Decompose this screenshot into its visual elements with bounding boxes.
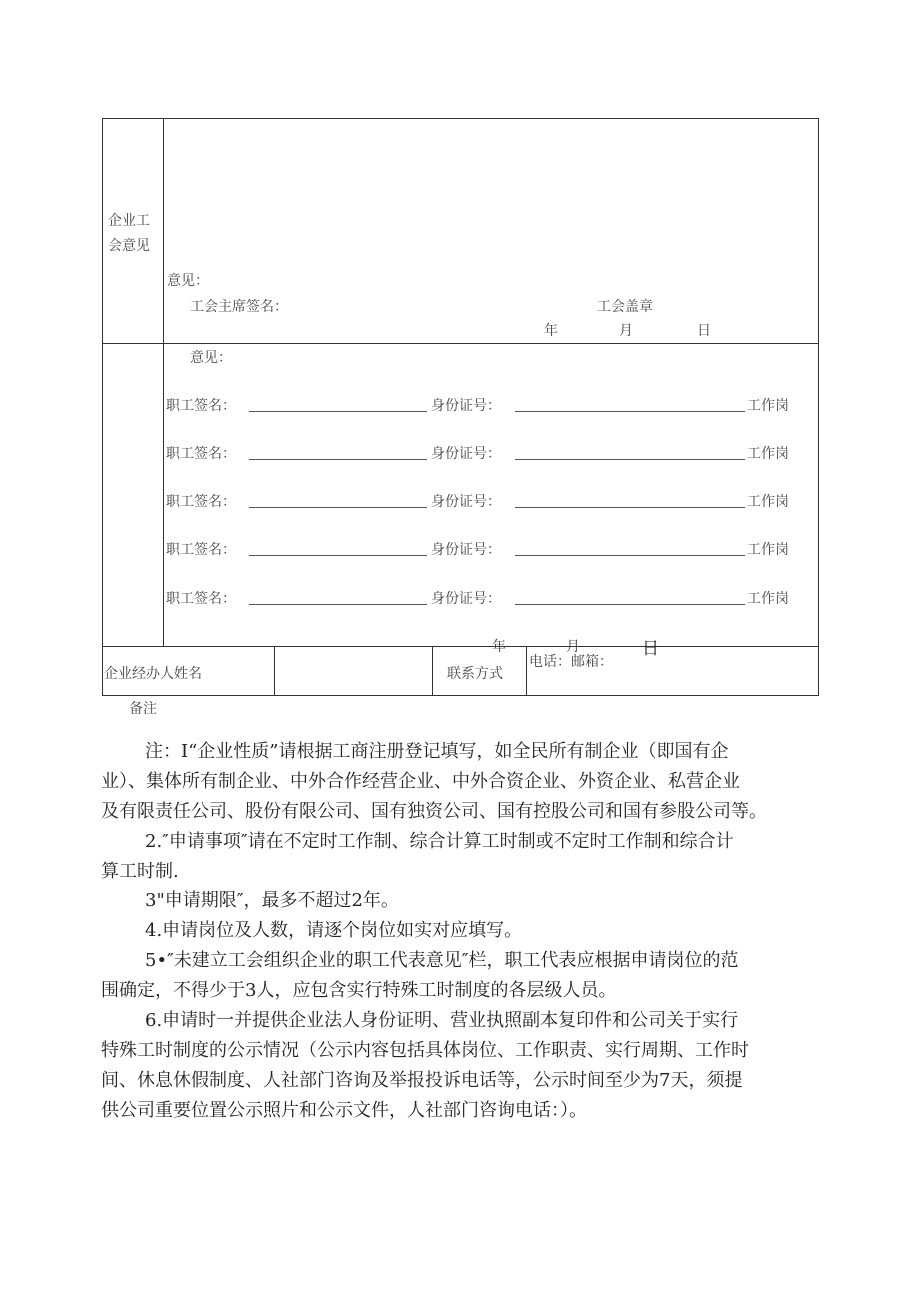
employee-id-field[interactable]	[515, 459, 745, 460]
note-1-line-2: 业）、集体所有制企业、中外合作经营企业、中外合资企业、外资企业、私营企业	[101, 771, 740, 792]
employee-post-label: 工作岗	[747, 494, 789, 510]
table-border-left	[102, 118, 103, 696]
note-1-line-3: 及有限责任公司、股份有限公司、国有独资公司、国有控股公司和国有参股公司等。	[101, 801, 767, 822]
handler-value-divider	[432, 646, 433, 696]
note-6-line-4: 供公司重要位置公示照片和公示文件，人社部门咨询电话：）。	[101, 1100, 587, 1121]
employee-id-label: 身份证号：	[431, 446, 501, 462]
note-6-line-2: 特殊工时制度的公示情况（公示内容包括具体岗位、工作职责、实行周期、工作时	[101, 1040, 749, 1061]
note-1-line-1: 注：I“企业性质”请根据工商注册登记填写，如全民所有制企业（即国有企	[145, 741, 729, 762]
employee-sign-field[interactable]	[249, 507, 427, 508]
note-5-line-1: 5•″未建立工会组织企业的职工代表意见″栏，职工代表应根据申请岗位的范	[145, 950, 739, 971]
union-section-label-line2: 会意见	[108, 238, 150, 254]
note-5-line-2: 围确定，不得少于3人，应包含实行特殊工时制度的各层级人员。	[101, 980, 617, 1001]
employee-date-day: 日	[642, 639, 659, 659]
employee-id-label: 身份证号：	[431, 494, 501, 510]
union-seal-label: 工会盖章	[597, 299, 653, 315]
employee-sign-label: 职工签名：	[166, 591, 236, 607]
employee-sign-field[interactable]	[249, 604, 427, 605]
employee-id-field[interactable]	[515, 604, 745, 605]
employee-id-label: 身份证号：	[431, 542, 501, 558]
phone-email-label: 电话：邮箱：	[529, 654, 613, 670]
employee-id-label: 身份证号：	[431, 398, 501, 414]
employee-date-month: 月	[566, 639, 580, 655]
table-border-right	[818, 118, 819, 696]
contact-label-divider	[526, 646, 527, 696]
note-4-line-1: 4.申请岗位及人数，请逐个岗位如实对应填写。	[145, 920, 523, 941]
table-divider-union	[102, 343, 819, 344]
employee-id-field[interactable]	[515, 555, 745, 556]
contact-label: 联系方式	[447, 666, 503, 682]
table-border-top	[102, 118, 819, 119]
table-border-bottom	[102, 695, 819, 696]
union-opinion-label: 意见：	[167, 273, 209, 289]
union-date-year: 年	[544, 323, 558, 339]
employee-post-label: 工作岗	[747, 398, 789, 414]
employee-date-year: 年	[492, 639, 506, 655]
employee-sign-label: 职工签名：	[166, 398, 236, 414]
table-label-column-divider	[163, 118, 164, 646]
union-chair-signature-label: 工会主席签名：	[190, 299, 288, 315]
employee-sign-field[interactable]	[249, 459, 427, 460]
employee-post-label: 工作岗	[747, 591, 789, 607]
note-6-line-1: 6.申请时一并提供企业法人身份证明、营业执照副本复印件和公司关于实行	[145, 1010, 739, 1031]
union-date-day: 日	[697, 323, 711, 339]
employee-id-field[interactable]	[515, 411, 745, 412]
note-2-line-2: 算工时制.	[101, 861, 179, 882]
note-3-line-1: 3"申请期限″，最多不超过2年。	[145, 890, 399, 911]
handler-name-field[interactable]	[276, 648, 430, 694]
employee-sign-label: 职工签名：	[166, 446, 236, 462]
employee-sign-label: 职工签名：	[166, 542, 236, 558]
union-section-label-line1: 企业工	[108, 213, 150, 229]
union-date-month: 月	[619, 323, 633, 339]
employee-sign-field[interactable]	[249, 555, 427, 556]
note-2-line-1: 2.″申请事项″请在不定时工作制、综合计算工时制或不定时工作制和综合计	[145, 831, 734, 852]
employee-id-label: 身份证号：	[431, 591, 501, 607]
employee-sign-label: 职工签名：	[166, 494, 236, 510]
employee-date-row	[164, 628, 818, 659]
handler-name-divider	[274, 646, 275, 696]
employee-opinion-label: 意见：	[190, 350, 232, 366]
employee-id-field[interactable]	[515, 507, 745, 508]
handler-name-label: 企业经办人姓名	[104, 666, 202, 682]
remarks-label: 备注	[129, 701, 157, 717]
employee-sign-field[interactable]	[249, 411, 427, 412]
note-6-line-3: 间、休息休假制度、人社部门咨询及举报投诉电话等，公示时间至少为7天，须提	[101, 1070, 743, 1091]
employee-post-label: 工作岗	[747, 446, 789, 462]
employee-post-label: 工作岗	[747, 542, 789, 558]
